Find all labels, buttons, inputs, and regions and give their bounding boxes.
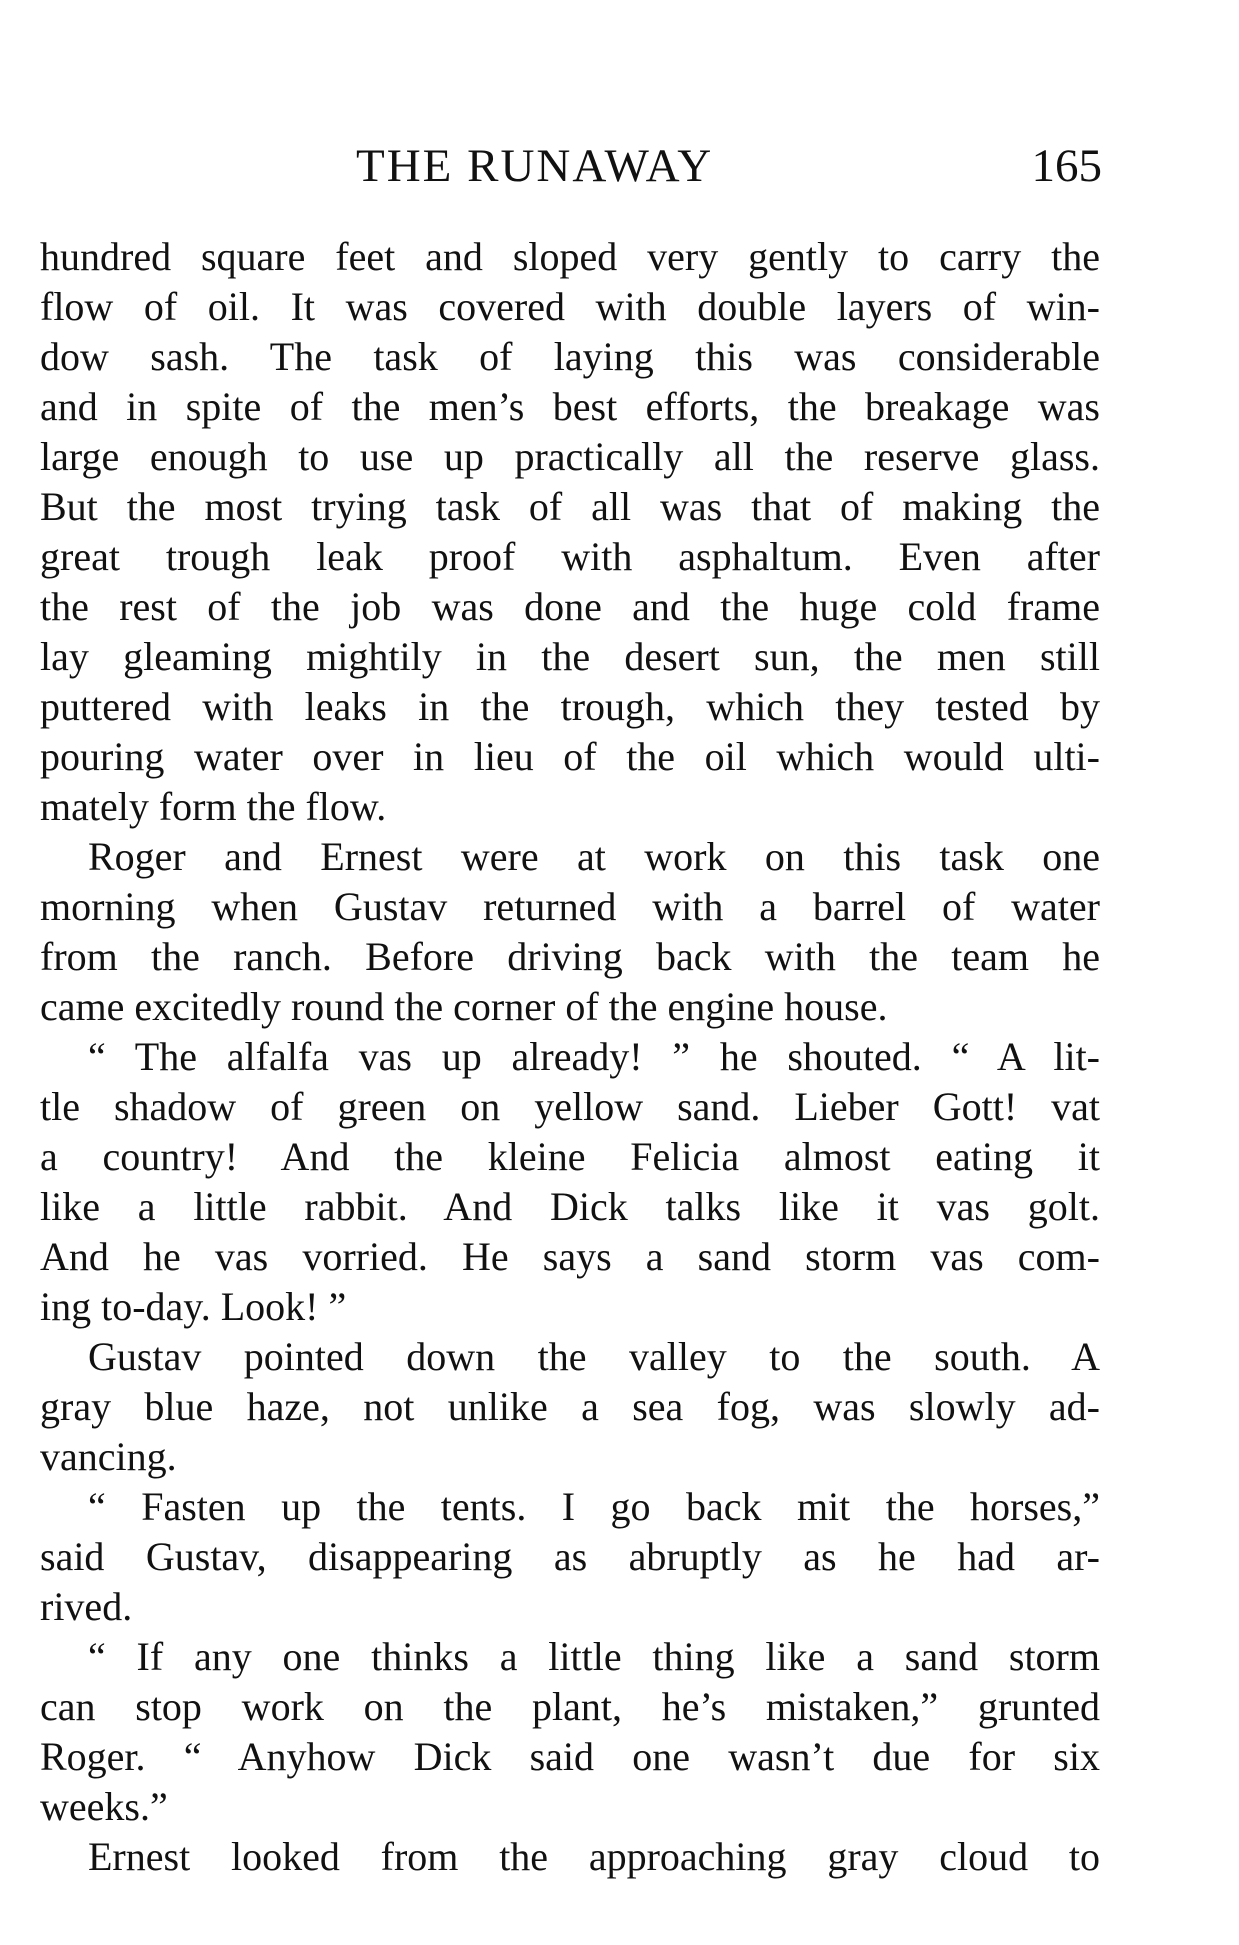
text-line: the rest of the job was done and the huge cold frame xyxy=(40,584,1100,629)
text-line: large enough to use up practically all the reserve glass. xyxy=(40,434,1100,479)
text-line: Ernest looked from the approaching gray cloud to xyxy=(88,1834,1100,1879)
text-line: came excitedly round the corner of the engine house. xyxy=(40,984,888,1029)
text-line: Gustav pointed down the valley to the south. A xyxy=(88,1334,1100,1379)
text-line: can stop work on the plant, he’s mistaken,” grunted xyxy=(40,1684,1100,1729)
text-line: gray blue haze, not unlike a sea fog, was slowly ad- xyxy=(40,1384,1100,1429)
page-number: 165 xyxy=(1031,140,1102,192)
text-line: from the ranch. Before driving back with the team he xyxy=(40,934,1100,979)
text-line: “ Fasten up the tents. I go back mit the horses,” xyxy=(88,1484,1100,1529)
text-line: mately form the flow. xyxy=(40,784,387,829)
text-line: hundred square feet and sloped very gently to carry the xyxy=(40,234,1100,279)
text-line: like a little rabbit. And Dick talks like it vas golt. xyxy=(40,1184,1100,1229)
text-line: And he vas vorried. He says a sand storm vas com- xyxy=(40,1234,1100,1279)
text-line: dow sash. The task of laying this was considerable xyxy=(40,334,1100,379)
text-line: flow of oil. It was covered with double layers of win- xyxy=(40,284,1100,329)
running-head-title: THE RUNAWAY xyxy=(356,140,714,192)
text-line: morning when Gustav returned with a barrel of water xyxy=(40,884,1100,929)
running-head xyxy=(40,138,1100,194)
text-line: ing to-day. Look! ” xyxy=(40,1284,347,1329)
text-line: But the most trying task of all was that of making the xyxy=(40,484,1100,529)
text-line: vancing. xyxy=(40,1434,177,1479)
text-line: Roger and Ernest were at work on this task one xyxy=(88,834,1100,879)
text-line: tle shadow of green on yellow sand. Lieber Gott! vat xyxy=(40,1084,1100,1129)
text-line: “ The alfalfa vas up already! ” he shouted. “ A lit- xyxy=(88,1034,1100,1079)
text-line: lay gleaming mightily in the desert sun, the men still xyxy=(40,634,1100,679)
body-text xyxy=(40,232,1100,1882)
text-line: Roger. “ Anyhow Dick said one wasn’t due for six xyxy=(40,1734,1100,1779)
text-line: pouring water over in lieu of the oil which would ulti- xyxy=(40,734,1100,779)
text-line: “ If any one thinks a little thing like a sand storm xyxy=(88,1634,1100,1679)
text-line: said Gustav, disappearing as abruptly as he had ar- xyxy=(40,1534,1100,1579)
text-line: a country! And the kleine Felicia almost eating it xyxy=(40,1134,1100,1179)
text-line: great trough leak proof with asphaltum. Even after xyxy=(40,534,1100,579)
text-line: puttered with leaks in the trough, which they tested by xyxy=(40,684,1100,729)
text-line: weeks.” xyxy=(40,1784,168,1829)
text-line: rived. xyxy=(40,1584,133,1629)
text-line: and in spite of the men’s best efforts, the breakage was xyxy=(40,384,1100,429)
